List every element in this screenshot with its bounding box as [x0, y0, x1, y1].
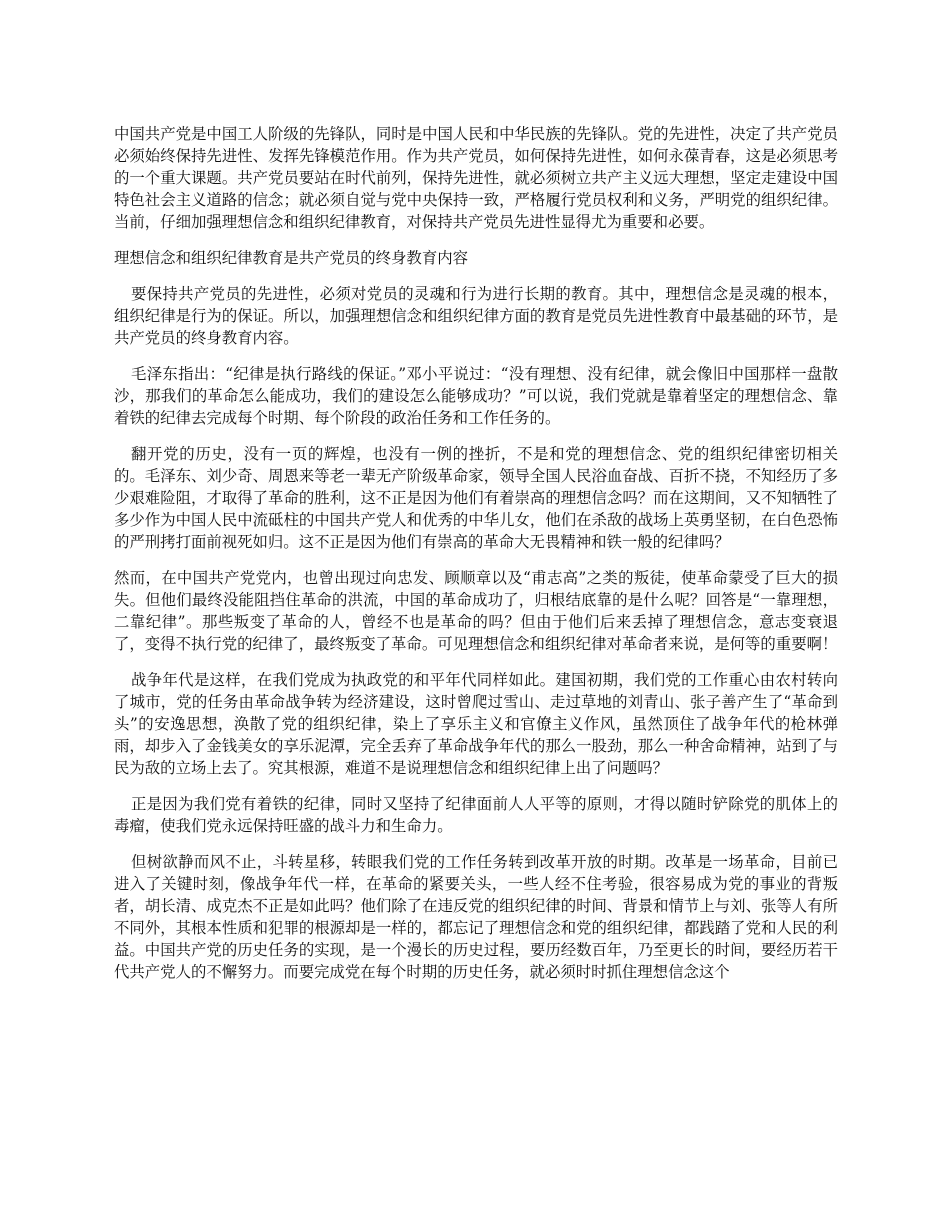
body-paragraph: 毛泽东指出：“纪律是执行路线的保证。”邓小平说过：“没有理想、没有纪律，就会像旧中国那样一盘散沙，那我们的革命怎么能成功，我们的建设怎么能够成功？”可以说，我们党就是靠着坚定的理想信念、靠着铁的纪律去完成每个时期、每个阶段的政治任务和工作任务的。 — [114, 365, 838, 427]
body-paragraph: 正是因为我们党有着铁的纪律，同时又坚持了纪律面前人人平等的原则，才得以随时铲除党的肌体上的毒瘤，使我们党永远保持旺盛的战斗力和生命力。 — [114, 795, 838, 835]
body-paragraph: 要保持共产党员的先进性，必须对党员的灵魂和行为进行长期的教育。其中，理想信念是灵魂的根本，组织纪律是行为的保证。所以，加强理想信念和组织纪律方面的教育是党员先进性教育中最基础的环节，是共产党员的终身教育内容。 — [114, 285, 838, 347]
document-page — [114, 123, 838, 997]
body-paragraph: 翻开党的历史，没有一页的辉煌，也没有一例的挫折，不是和党的理想信念、党的组织纪律密切相关的。毛泽东、刘少奇、周恩来等老一辈无产阶级革命家，领导全国人民浴血奋战、百折不挠，不知经历了多少艰难险阻，才取得了革命的胜利，这不正是因为他们有着崇高的理想信念吗？而在这期间，又不知牺牲了多少作为中国人民中流砥柱的中国共产党人和优秀的中华儿女，他们在杀敌的战场上英勇坚韧，在白色恐怖的严刑拷打面前视死如归。这不正是因为他们有崇高的革命大无畏精神和铁一般的纪律吗？ — [114, 445, 838, 551]
body-paragraph: 但树欲静而风不止，斗转星移，转眼我们党的工作任务转到改革开放的时期。改革是一场革命，目前已进入了关键时刻，像战争年代一样，在革命的紧要关头，一些人经不住考验，很容易成为党的事业的背叛者，胡长清、成克杰不正是如此吗？他们除了在违反党的组织纪律的时间、背景和情节上与刘、张等人有所不同外，其根本性质和犯罪的根源却是一样的，都忘记了理想信念和党的组织纪律，都践踏了党和人民的利益。中国共产党的历史任务的实现，是一个漫长的历史过程，要历经数百年，乃至更长的时间，要经历若干代共产党人的不懈努力。而要完成党在每个时期的历史任务，就必须时时抓住理想信念这个 — [114, 853, 838, 981]
section-heading: 理想信念和组织纪律教育是共产党员的终身教育内容 — [114, 249, 468, 267]
body-paragraph: 然而，在中国共产党党内，也曾出现过向忠发、顾顺章以及“甫志高”之类的叛徒，使革命蒙受了巨大的损失。但他们最终没能阻挡住革命的洪流，中国的革命成功了，归根结底靠的是什么呢？回答是“一靠理想，二靠纪律”。那些叛变了革命的人，曾经不也是革命的吗？但由于他们后来丢掉了理想信念，意志变衰退了，变得不执行党的纪律了，最终叛变了革命。可见理想信念和组织纪律对革命者来说，是何等的重要啊！ — [114, 569, 838, 653]
body-paragraph: 战争年代是这样，在我们党成为执政党的和平年代同样如此。建国初期，我们党的工作重心由农村转向了城市，党的任务由革命战争转为经济建设，这时曾爬过雪山、走过草地的刘青山、张子善产生了“革命到头”的安逸思想，涣散了党的组织纪律，染上了享乐主义和官僚主义作风，虽然顶住了战争年代的枪林弹雨，却步入了金钱美女的享乐泥潭，完全丢弃了革命战争年代的那么一股劲，那么一种舍命精神，站到了与民为敌的立场上去了。究其根源，难道不是说理想信念和组织纪律上出了问题吗？ — [114, 671, 838, 777]
intro-paragraph: 中国共产党是中国工人阶级的先锋队，同时是中国人民和中华民族的先锋队。党的先进性，决定了共产党员必须始终保持先进性、发挥先锋模范作用。作为共产党员，如何保持先进性，如何永葆青春，这是必须思考的一个重大课题。共产党员要站在时代前列，保持先进性，就必须树立共产主义远大理想，坚定走建设中国特色社会主义道路的信念；就必须自觉与党中央保持一致，严格履行党员权利和义务，严明党的组织纪律。当前，仔细加强理想信念和组织纪律教育，对保持共产党员先进性显得尤为重要和必要。 — [114, 125, 838, 231]
